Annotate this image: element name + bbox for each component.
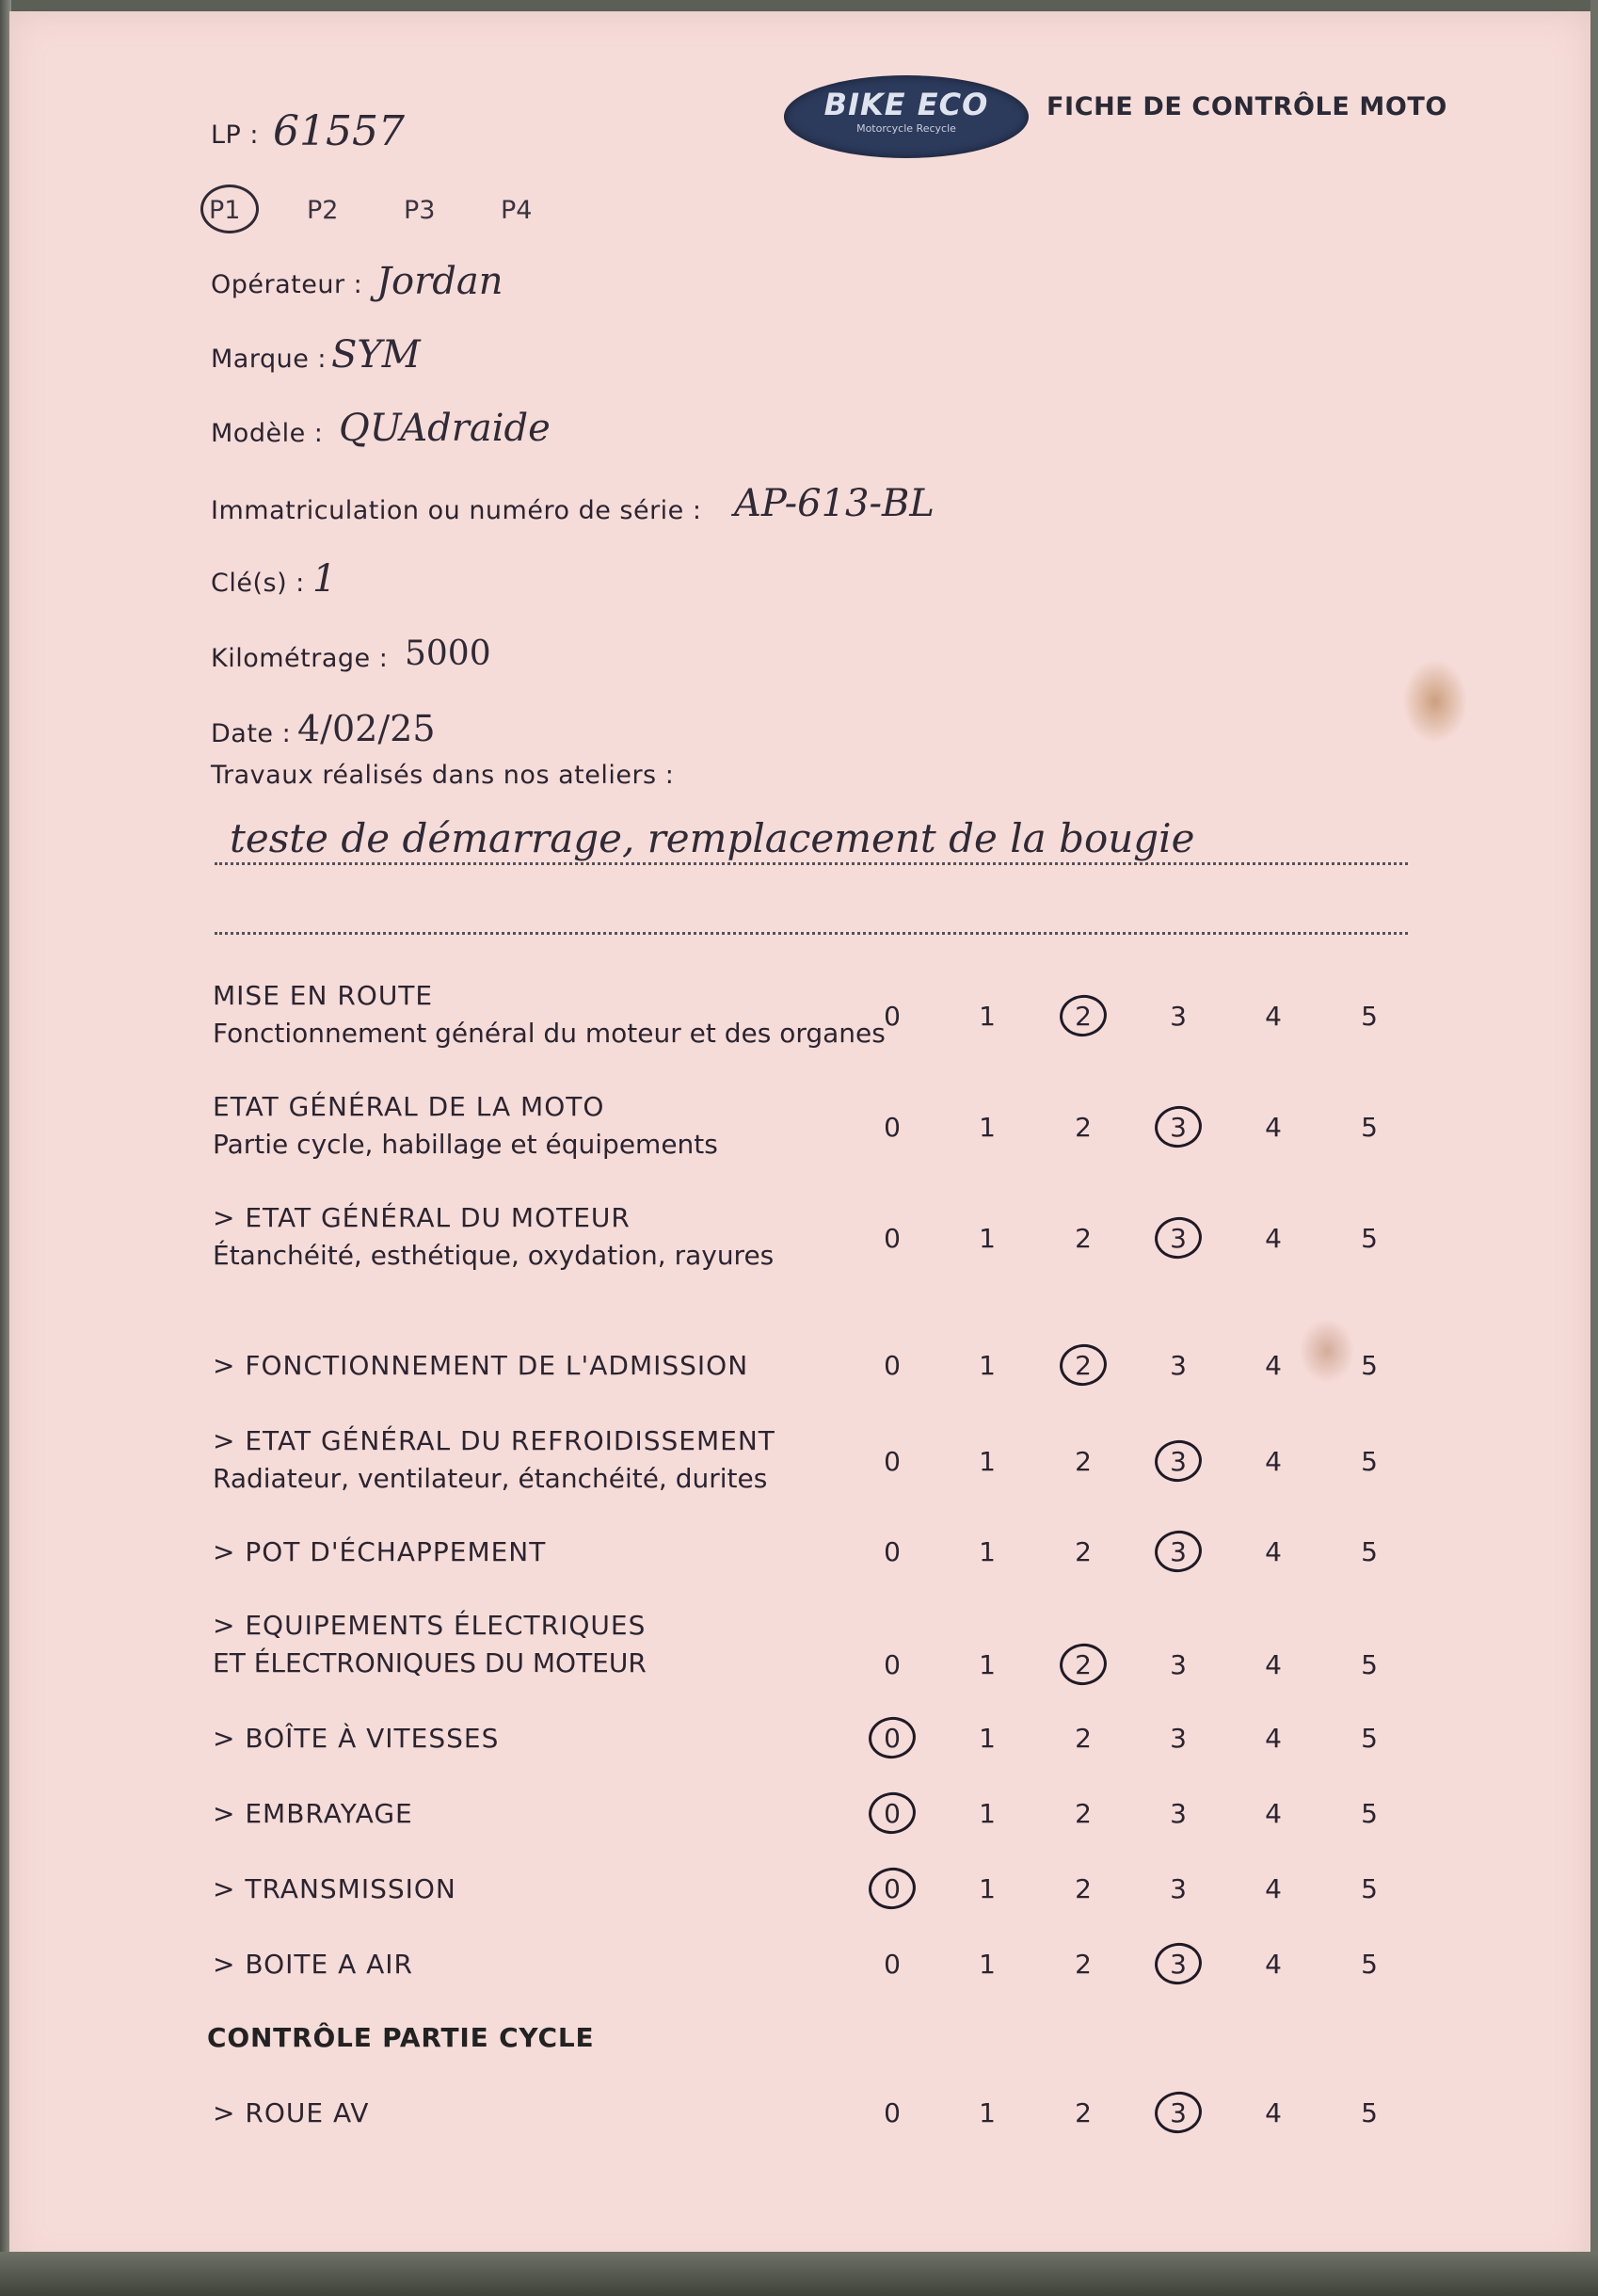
rating-score-5[interactable]: 5	[1361, 1873, 1378, 1904]
rating-score-3[interactable]: 3	[1170, 1723, 1187, 1754]
rating-score-3[interactable]: 3	[1170, 1873, 1187, 1904]
rating-score-3[interactable]: 3	[1170, 1536, 1187, 1567]
rating-score-4[interactable]: 4	[1265, 1536, 1282, 1567]
sheet-title: FICHE DE CONTRÔLE MOTO	[1047, 92, 1447, 121]
rating-score-3[interactable]: 3	[1170, 1446, 1187, 1477]
rating-row-subtitle: Étanchéité, esthétique, oxydation, rayures	[213, 1240, 775, 1271]
rating-row-title: > FONCTIONNEMENT DE L'ADMISSION	[213, 1350, 749, 1381]
rating-score-3[interactable]: 3	[1170, 1112, 1187, 1143]
date-value[interactable]: 4/02/25	[297, 708, 436, 749]
rating-row-title: > EQUIPEMENTS ÉLECTRIQUES	[213, 1610, 647, 1641]
rating-score-0[interactable]: 0	[884, 1873, 901, 1904]
rating-score-4[interactable]: 4	[1265, 1723, 1282, 1754]
rating-score-2[interactable]: 2	[1075, 1001, 1092, 1032]
rating-score-4[interactable]: 4	[1265, 1446, 1282, 1477]
modele-value[interactable]: QUAdraide	[339, 407, 551, 450]
rating-score-4[interactable]: 4	[1265, 1798, 1282, 1829]
rating-score-3[interactable]: 3	[1170, 2097, 1187, 2128]
rating-score-1[interactable]: 1	[979, 1873, 996, 1904]
rating-score-2[interactable]: 2	[1075, 1112, 1092, 1143]
operateur-label: Opérateur :	[211, 270, 363, 299]
marque-label: Marque :	[211, 345, 328, 374]
rating-score-2[interactable]: 2	[1075, 1536, 1092, 1567]
position-p1[interactable]: P1	[209, 196, 241, 225]
cles-label: Clé(s) :	[211, 569, 305, 598]
rating-score-3[interactable]: 3	[1170, 1949, 1187, 1980]
rating-score-1[interactable]: 1	[979, 1949, 996, 1980]
rating-row-subtitle: Radiateur, ventilateur, étanchéité, durites	[213, 1463, 768, 1494]
lp-value[interactable]: 61557	[273, 107, 405, 155]
rating-score-0[interactable]: 0	[884, 1798, 901, 1829]
background-edge-right	[1590, 0, 1598, 2296]
logo-text: BIKE ECO	[823, 87, 989, 122]
rating-score-5[interactable]: 5	[1361, 1223, 1378, 1254]
rating-score-4[interactable]: 4	[1265, 1001, 1282, 1032]
position-p3[interactable]: P3	[404, 196, 436, 225]
rating-row-subtitle: ET ÉLECTRONIQUES DU MOTEUR	[213, 1647, 647, 1678]
rating-score-5[interactable]: 5	[1361, 2097, 1378, 2128]
rating-score-0[interactable]: 0	[884, 1723, 901, 1754]
operateur-value[interactable]: Jordan	[376, 260, 503, 303]
rating-score-0[interactable]: 0	[884, 1949, 901, 1980]
rating-score-1[interactable]: 1	[979, 1723, 996, 1754]
rating-score-5[interactable]: 5	[1361, 1001, 1378, 1032]
rating-score-0[interactable]: 0	[884, 1536, 901, 1567]
rating-row-title: > TRANSMISSION	[213, 1873, 456, 1904]
rating-score-0[interactable]: 0	[884, 1223, 901, 1254]
rating-score-5[interactable]: 5	[1361, 1536, 1378, 1567]
rating-score-4[interactable]: 4	[1265, 1949, 1282, 1980]
rating-score-0[interactable]: 0	[884, 1446, 901, 1477]
lp-label: LP :	[211, 120, 260, 150]
rating-score-4[interactable]: 4	[1265, 2097, 1282, 2128]
rating-score-1[interactable]: 1	[979, 1112, 996, 1143]
rating-score-4[interactable]: 4	[1265, 1649, 1282, 1680]
logo-subtitle: Motorcycle Recycle	[856, 122, 956, 135]
kilometrage-label: Kilométrage :	[211, 644, 389, 673]
position-p2[interactable]: P2	[307, 196, 339, 225]
rating-score-2[interactable]: 2	[1075, 1649, 1092, 1680]
rating-score-3[interactable]: 3	[1170, 1223, 1187, 1254]
rating-row-title: > BOÎTE À VITESSES	[213, 1723, 500, 1754]
rating-row-title: > ETAT GÉNÉRAL DU MOTEUR	[213, 1202, 631, 1233]
rating-score-3[interactable]: 3	[1170, 1350, 1187, 1381]
rust-stain	[1402, 659, 1468, 744]
rating-score-5[interactable]: 5	[1361, 1649, 1378, 1680]
rating-score-2[interactable]: 2	[1075, 1446, 1092, 1477]
rating-score-1[interactable]: 1	[979, 1649, 996, 1680]
rating-row-subtitle: Partie cycle, habillage et équipements	[213, 1129, 718, 1160]
rating-score-5[interactable]: 5	[1361, 1798, 1378, 1829]
rating-row-title: > ETAT GÉNÉRAL DU REFROIDISSEMENT	[213, 1425, 775, 1456]
rating-score-3[interactable]: 3	[1170, 1001, 1187, 1032]
rating-score-4[interactable]: 4	[1265, 1873, 1282, 1904]
rating-score-2[interactable]: 2	[1075, 1223, 1092, 1254]
rating-row-title: > BOITE A AIR	[213, 1949, 413, 1980]
rating-score-1[interactable]: 1	[979, 1446, 996, 1477]
rating-score-5[interactable]: 5	[1361, 1949, 1378, 1980]
rating-score-2[interactable]: 2	[1075, 1723, 1092, 1754]
rating-score-1[interactable]: 1	[979, 1536, 996, 1567]
rating-row-title: > EMBRAYAGE	[213, 1798, 413, 1829]
travaux-label: Travaux réalisés dans nos ateliers :	[211, 761, 675, 790]
modele-label: Modèle :	[211, 419, 324, 448]
travaux-value[interactable]: teste de démarrage, remplacement de la bougie	[230, 815, 1195, 861]
rating-score-5[interactable]: 5	[1361, 1723, 1378, 1754]
immatriculation-value[interactable]: AP-613-BL	[734, 482, 935, 525]
rating-score-2[interactable]: 2	[1075, 1350, 1092, 1381]
rating-score-1[interactable]: 1	[979, 1223, 996, 1254]
section-title-partie-cycle: CONTRÔLE PARTIE CYCLE	[207, 2022, 595, 2053]
background-edge-bottom	[0, 2252, 1598, 2296]
rating-row-title: > ROUE AV	[213, 2097, 370, 2128]
rating-row-subtitle: Fonctionnement général du moteur et des organes	[213, 1018, 886, 1049]
rating-score-1[interactable]: 1	[979, 2097, 996, 2128]
rating-score-1[interactable]: 1	[979, 1001, 996, 1032]
immatriculation-label: Immatriculation ou numéro de série :	[211, 496, 702, 525]
date-label: Date :	[211, 719, 292, 748]
travaux-dotted-line-2	[215, 932, 1408, 935]
rating-score-5[interactable]: 5	[1361, 1112, 1378, 1143]
position-p4[interactable]: P4	[501, 196, 533, 225]
rating-score-0[interactable]: 0	[884, 1649, 901, 1680]
rating-score-3[interactable]: 3	[1170, 1798, 1187, 1829]
marque-value[interactable]: SYM	[331, 333, 421, 377]
rating-row-title: ETAT GÉNÉRAL DE LA MOTO	[213, 1091, 605, 1122]
rating-score-0[interactable]: 0	[884, 1350, 901, 1381]
bike-eco-logo	[784, 75, 1029, 158]
rating-score-4[interactable]: 4	[1265, 1350, 1282, 1381]
rating-score-4[interactable]: 4	[1265, 1223, 1282, 1254]
kilometrage-value[interactable]: 5000	[405, 634, 491, 673]
rating-score-2[interactable]: 2	[1075, 1949, 1092, 1980]
rating-score-1[interactable]: 1	[979, 1798, 996, 1829]
rating-score-4[interactable]: 4	[1265, 1112, 1282, 1143]
rating-score-5[interactable]: 5	[1361, 1350, 1378, 1381]
cles-value[interactable]: 1	[312, 557, 337, 601]
rating-score-2[interactable]: 2	[1075, 1873, 1092, 1904]
rust-stain	[1299, 1318, 1355, 1384]
rating-score-2[interactable]: 2	[1075, 2097, 1092, 2128]
rating-score-0[interactable]: 0	[884, 1001, 901, 1032]
rating-score-1[interactable]: 1	[979, 1350, 996, 1381]
rating-score-5[interactable]: 5	[1361, 1446, 1378, 1477]
travaux-dotted-line-1	[215, 862, 1408, 865]
rating-score-3[interactable]: 3	[1170, 1649, 1187, 1680]
rating-score-0[interactable]: 0	[884, 1112, 901, 1143]
rating-row-title: > POT D'ÉCHAPPEMENT	[213, 1536, 547, 1567]
rating-row-title: MISE EN ROUTE	[213, 980, 434, 1011]
rating-score-2[interactable]: 2	[1075, 1798, 1092, 1829]
rating-score-0[interactable]: 0	[884, 2097, 901, 2128]
